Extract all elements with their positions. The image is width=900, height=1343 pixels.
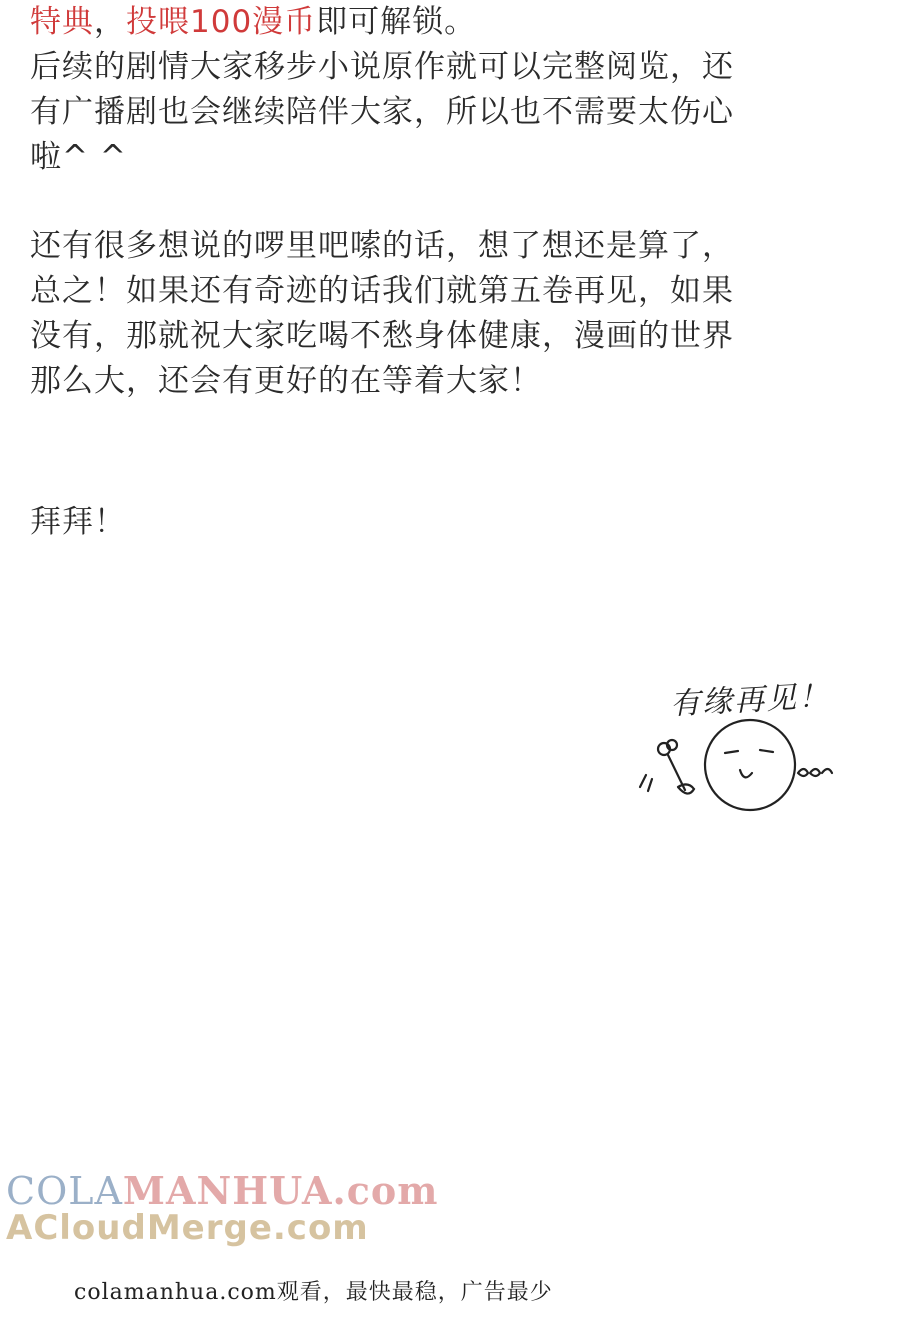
highlight-text: 投喂100漫币 bbox=[126, 4, 317, 40]
waving-face-doodle-icon bbox=[630, 715, 870, 825]
watermark-colamanhua bbox=[6, 1168, 438, 1213]
handwritten-farewell: 有缘再见！ bbox=[669, 678, 831, 723]
text-line bbox=[30, 0, 870, 45]
punctuation: ， bbox=[94, 4, 126, 40]
watermark-part: COLA bbox=[6, 1169, 123, 1213]
closing-paragraph-2 bbox=[30, 224, 870, 404]
closing-paragraph-1 bbox=[30, 0, 870, 180]
text-line: 没有，那就祝大家吃喝不愁身体健康，漫画的世界 bbox=[30, 318, 734, 354]
text-line: 总之！如果还有奇迹的话我们就第五卷再见，如果 bbox=[30, 273, 734, 309]
watermark-part: MANHUA.com bbox=[122, 1168, 439, 1213]
text-segment: 即可解锁。 bbox=[316, 4, 477, 40]
closing-paragraph-3 bbox=[30, 500, 870, 545]
text-line: 那么大，还会有更好的在等着大家！ bbox=[30, 363, 542, 399]
text-line: 有广播剧也会继续陪伴大家，所以也不需要太伤心 bbox=[30, 94, 734, 130]
footer-promo: colamanhua.com观看，最快最稳，广告最少 bbox=[74, 1280, 553, 1305]
text-line: 还有很多想说的啰里吧嗦的话，想了想还是算了， bbox=[30, 228, 734, 264]
text-line: 拜拜！ bbox=[30, 504, 126, 540]
text-line: 啦^ ^ bbox=[30, 139, 127, 175]
highlight-text: 特典 bbox=[30, 4, 94, 40]
watermark-acloudmerge: ACloudMerge.com bbox=[6, 1208, 369, 1248]
text-line: 后续的剧情大家移步小说原作就可以完整阅览，还 bbox=[30, 49, 734, 85]
farewell-doodle bbox=[630, 665, 870, 825]
